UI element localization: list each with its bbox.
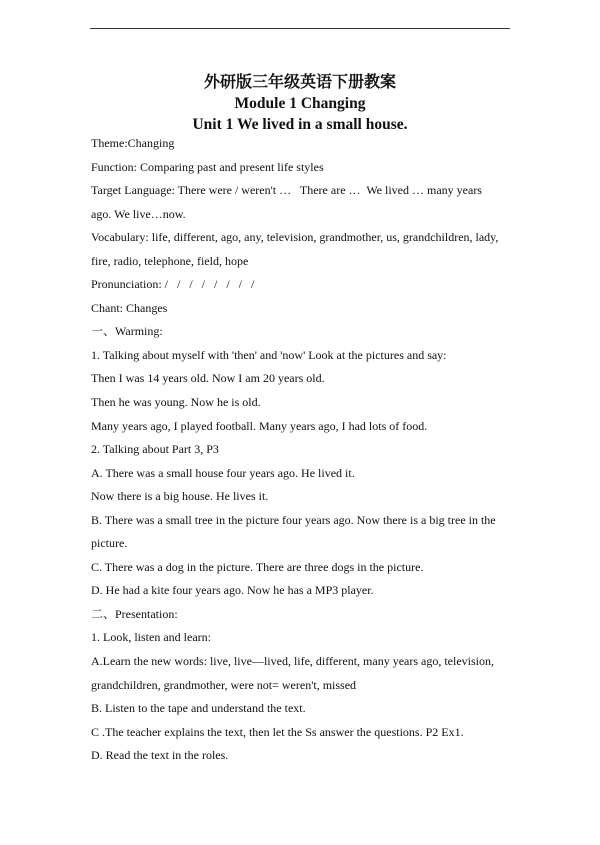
presentation-a-continued: grandchildren, grandmother, were not= weren't, missed [91,677,357,692]
document-titles [0,72,600,135]
presentation-c: C .The teacher explains the text, then let the Ss answer the questions. P2 Ex1. [91,724,464,739]
pronunciation-line: Pronunciation: / / / / / / / / [91,277,255,292]
module-title: Module 1 Changing [234,95,366,112]
vocabulary-continued: fire, radio, telephone, field, hope [91,253,249,268]
chinese-title: 外研版三年级英语下册教案 [203,74,396,91]
warming-c: C. There was a dog in the picture. There are three dogs in the picture. [91,559,424,574]
function-line: Function: Comparing past and present life styles [91,159,324,174]
presentation-b: B. Listen to the tape and understand the text. [91,701,306,716]
warming-d: D. He had a kite four years ago. Now he has a MP3 player. [91,583,374,598]
target-language-line: Target Language: There were / weren't … There are … We lived … many years [91,183,482,198]
warming-a-continued: Now there is a big house. He lives it. [91,489,269,504]
presentation-d: D. Read the text in the roles. [91,748,229,763]
warming-example-3: Many years ago, I played football. Many years ago, I had lots of food. [91,418,428,433]
chant-line: Chant: Changes [91,300,168,315]
warming-a: A. There was a small house four years ago. He lived it. [91,465,355,480]
warming-item-1: 1. Talking about myself with 'then' and 'now' Look at the pictures and say: [91,347,447,362]
lesson-plan-body [91,132,510,768]
presentation-heading: 二、Presentation: [91,606,178,621]
warming-example-1: Then I was 14 years old. Now I am 20 years old. [91,371,325,386]
vocabulary-line: Vocabulary: life, different, ago, any, television, grandmother, us, grandchildren, lady, [91,230,499,245]
warming-heading: 一、Warming: [91,324,163,339]
presentation-a: A.Learn the new words: live, live—lived, life, different, many years ago, television, [91,654,494,669]
header-rule [90,28,510,29]
warming-example-2: Then he was young. Now he is old. [91,395,261,410]
warming-b-continued: picture. [91,536,128,551]
unit-title: Unit 1 We lived in a small house. [192,116,408,133]
target-language-continued: ago. We live…now. [91,206,186,221]
theme-line: Theme:Changing [91,136,175,150]
warming-item-2: 2. Talking about Part 3, P3 [91,442,219,457]
presentation-item-1: 1. Look, listen and learn: [91,630,211,645]
warming-b: B. There was a small tree in the picture four years ago. Now there is a big tree in the [91,512,496,527]
